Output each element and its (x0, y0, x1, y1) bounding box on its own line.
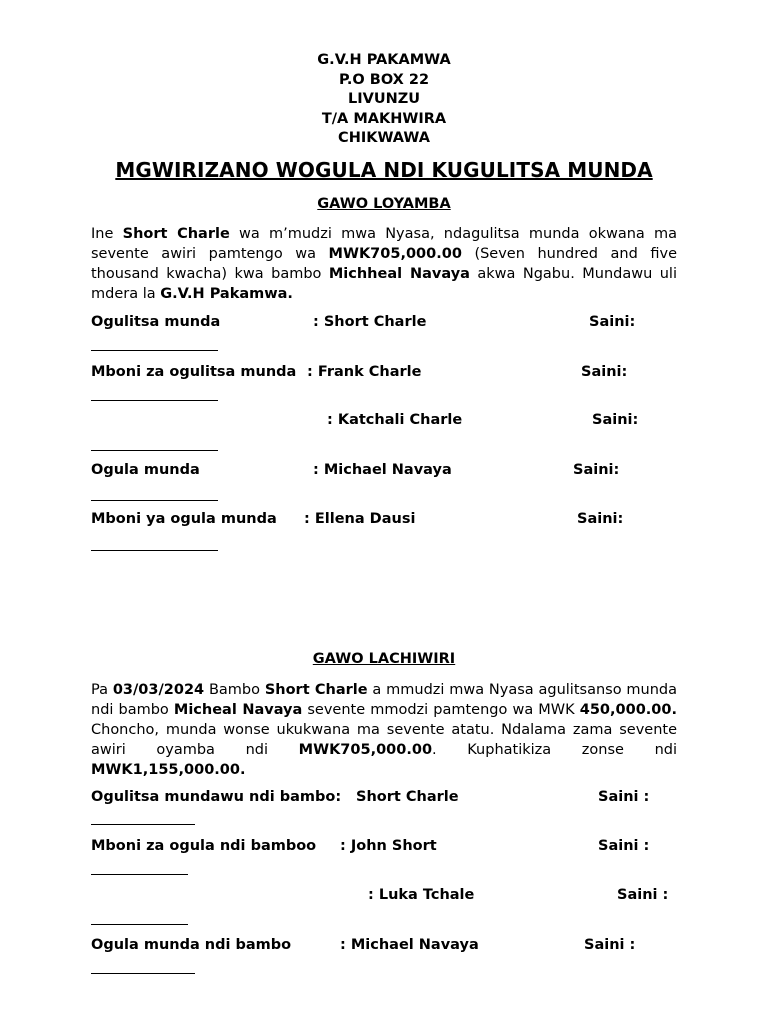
signature-name: : John Short (340, 838, 437, 854)
signature-role: Ogula munda (91, 462, 200, 478)
seller-name: Short Charle (122, 226, 230, 242)
signature-row (91, 511, 691, 531)
signature-name: Short Charle (356, 789, 459, 805)
signature-line (91, 500, 218, 501)
section2-heading: GAWO LACHIWIRI (312, 651, 456, 667)
letterhead-ta: T/A MAKHWIRA (321, 110, 447, 127)
first-price-amount: MWK705,000.00 (298, 742, 433, 758)
signature-label: Saini : (584, 937, 636, 953)
signature-name: : Ellena Dausi (304, 511, 416, 527)
signature-line (91, 824, 195, 825)
signature-role: Mboni za ogulitsa munda (91, 364, 297, 380)
signature-label: Saini: (573, 462, 620, 478)
signature-name: : Short Charle (313, 314, 427, 330)
signature-label: Saini: (592, 412, 639, 428)
section1-heading: GAWO LOYAMBA (317, 196, 451, 212)
signature-role: Ogulitsa mundawu ndi bambo: (91, 789, 342, 805)
sale-date: 03/03/2024 (112, 682, 205, 698)
signature-label: Saini : (598, 838, 650, 854)
signature-row (91, 937, 691, 957)
section2-paragraph: Pa 03/03/2024 Bambo Short Charle a mmudzi mwa Nyasa agulitsanso munda ndi bambo Micheal Navaya sevente mmodzi pamtengo wa MWK 450,000.00. Choncho, munda wonse ukukwana ma sevente atatu. Ndalama zama sevente awiri oyamba ndi MWK705,000.00. Kuphatikiza zonse ndi MWK1,155,000.00. (91, 682, 677, 778)
signature-label: Saini: (581, 364, 628, 380)
buyer-name: Michheal Navaya (328, 266, 470, 282)
signature-name: : Luka Tchale (368, 887, 475, 903)
section1-paragraph: Ine Short Charle wa m’mudzi mwa Nyasa, ndagulitsa munda okwana ma sevente awiri pamtengo wa MWK705,000.00 (Seven hundred and five thousand kwacha) kwa bambo Michheal Navaya akwa Ngabu. Mundawu uli mdera la G.V.H Pakamwa. (91, 226, 678, 302)
letterhead-district: CHIKWAWA (338, 130, 430, 147)
signature-row (91, 789, 691, 809)
area-name: G.V.H Pakamwa. (160, 286, 293, 302)
signature-label: Saini: (589, 314, 636, 330)
letterhead (0, 51, 768, 149)
signature-role: Ogulitsa munda (91, 314, 221, 330)
signature-row (91, 838, 691, 858)
signature-row (91, 462, 691, 482)
signature-line (91, 550, 218, 551)
signature-row (91, 364, 691, 384)
signature-role: Mboni ya ogula munda (91, 511, 277, 527)
signature-line (91, 924, 188, 925)
signature-line (91, 400, 218, 401)
total-amount: MWK1,155,000.00. (91, 762, 246, 778)
price-amount: 450,000.00. (579, 702, 677, 718)
signature-row (91, 412, 691, 432)
signature-role: Mboni za ogula ndi bamboo (91, 838, 317, 854)
signature-line (91, 350, 218, 351)
signature-name: : Michael Navaya (340, 937, 479, 953)
signature-label: Saini: (577, 511, 624, 527)
signature-name: : Michael Navaya (313, 462, 452, 478)
signature-line (91, 973, 195, 974)
signature-row (91, 314, 691, 334)
signature-role: Ogula munda ndi bambo (91, 937, 292, 953)
signature-label: Saini : (598, 789, 650, 805)
buyer-name: Micheal Navaya (173, 702, 303, 718)
signature-line (91, 450, 218, 451)
seller-name: Short Charle (264, 682, 368, 698)
signature-row (91, 887, 691, 907)
letterhead-box: P.O BOX 22 (338, 71, 430, 88)
document-title: MGWIRIZANO WOGULA NDI KUGULITSA MUNDA (115, 158, 653, 182)
letterhead-village: G.V.H PAKAMWA (317, 52, 451, 68)
signature-name: : Katchali Charle (327, 412, 463, 428)
signature-label: Saini : (617, 887, 669, 903)
price-amount: MWK705,000.00 (328, 246, 462, 262)
signature-line (91, 874, 188, 875)
signature-name: : Frank Charle (307, 364, 422, 380)
letterhead-place: LIVUNZU (347, 91, 421, 108)
